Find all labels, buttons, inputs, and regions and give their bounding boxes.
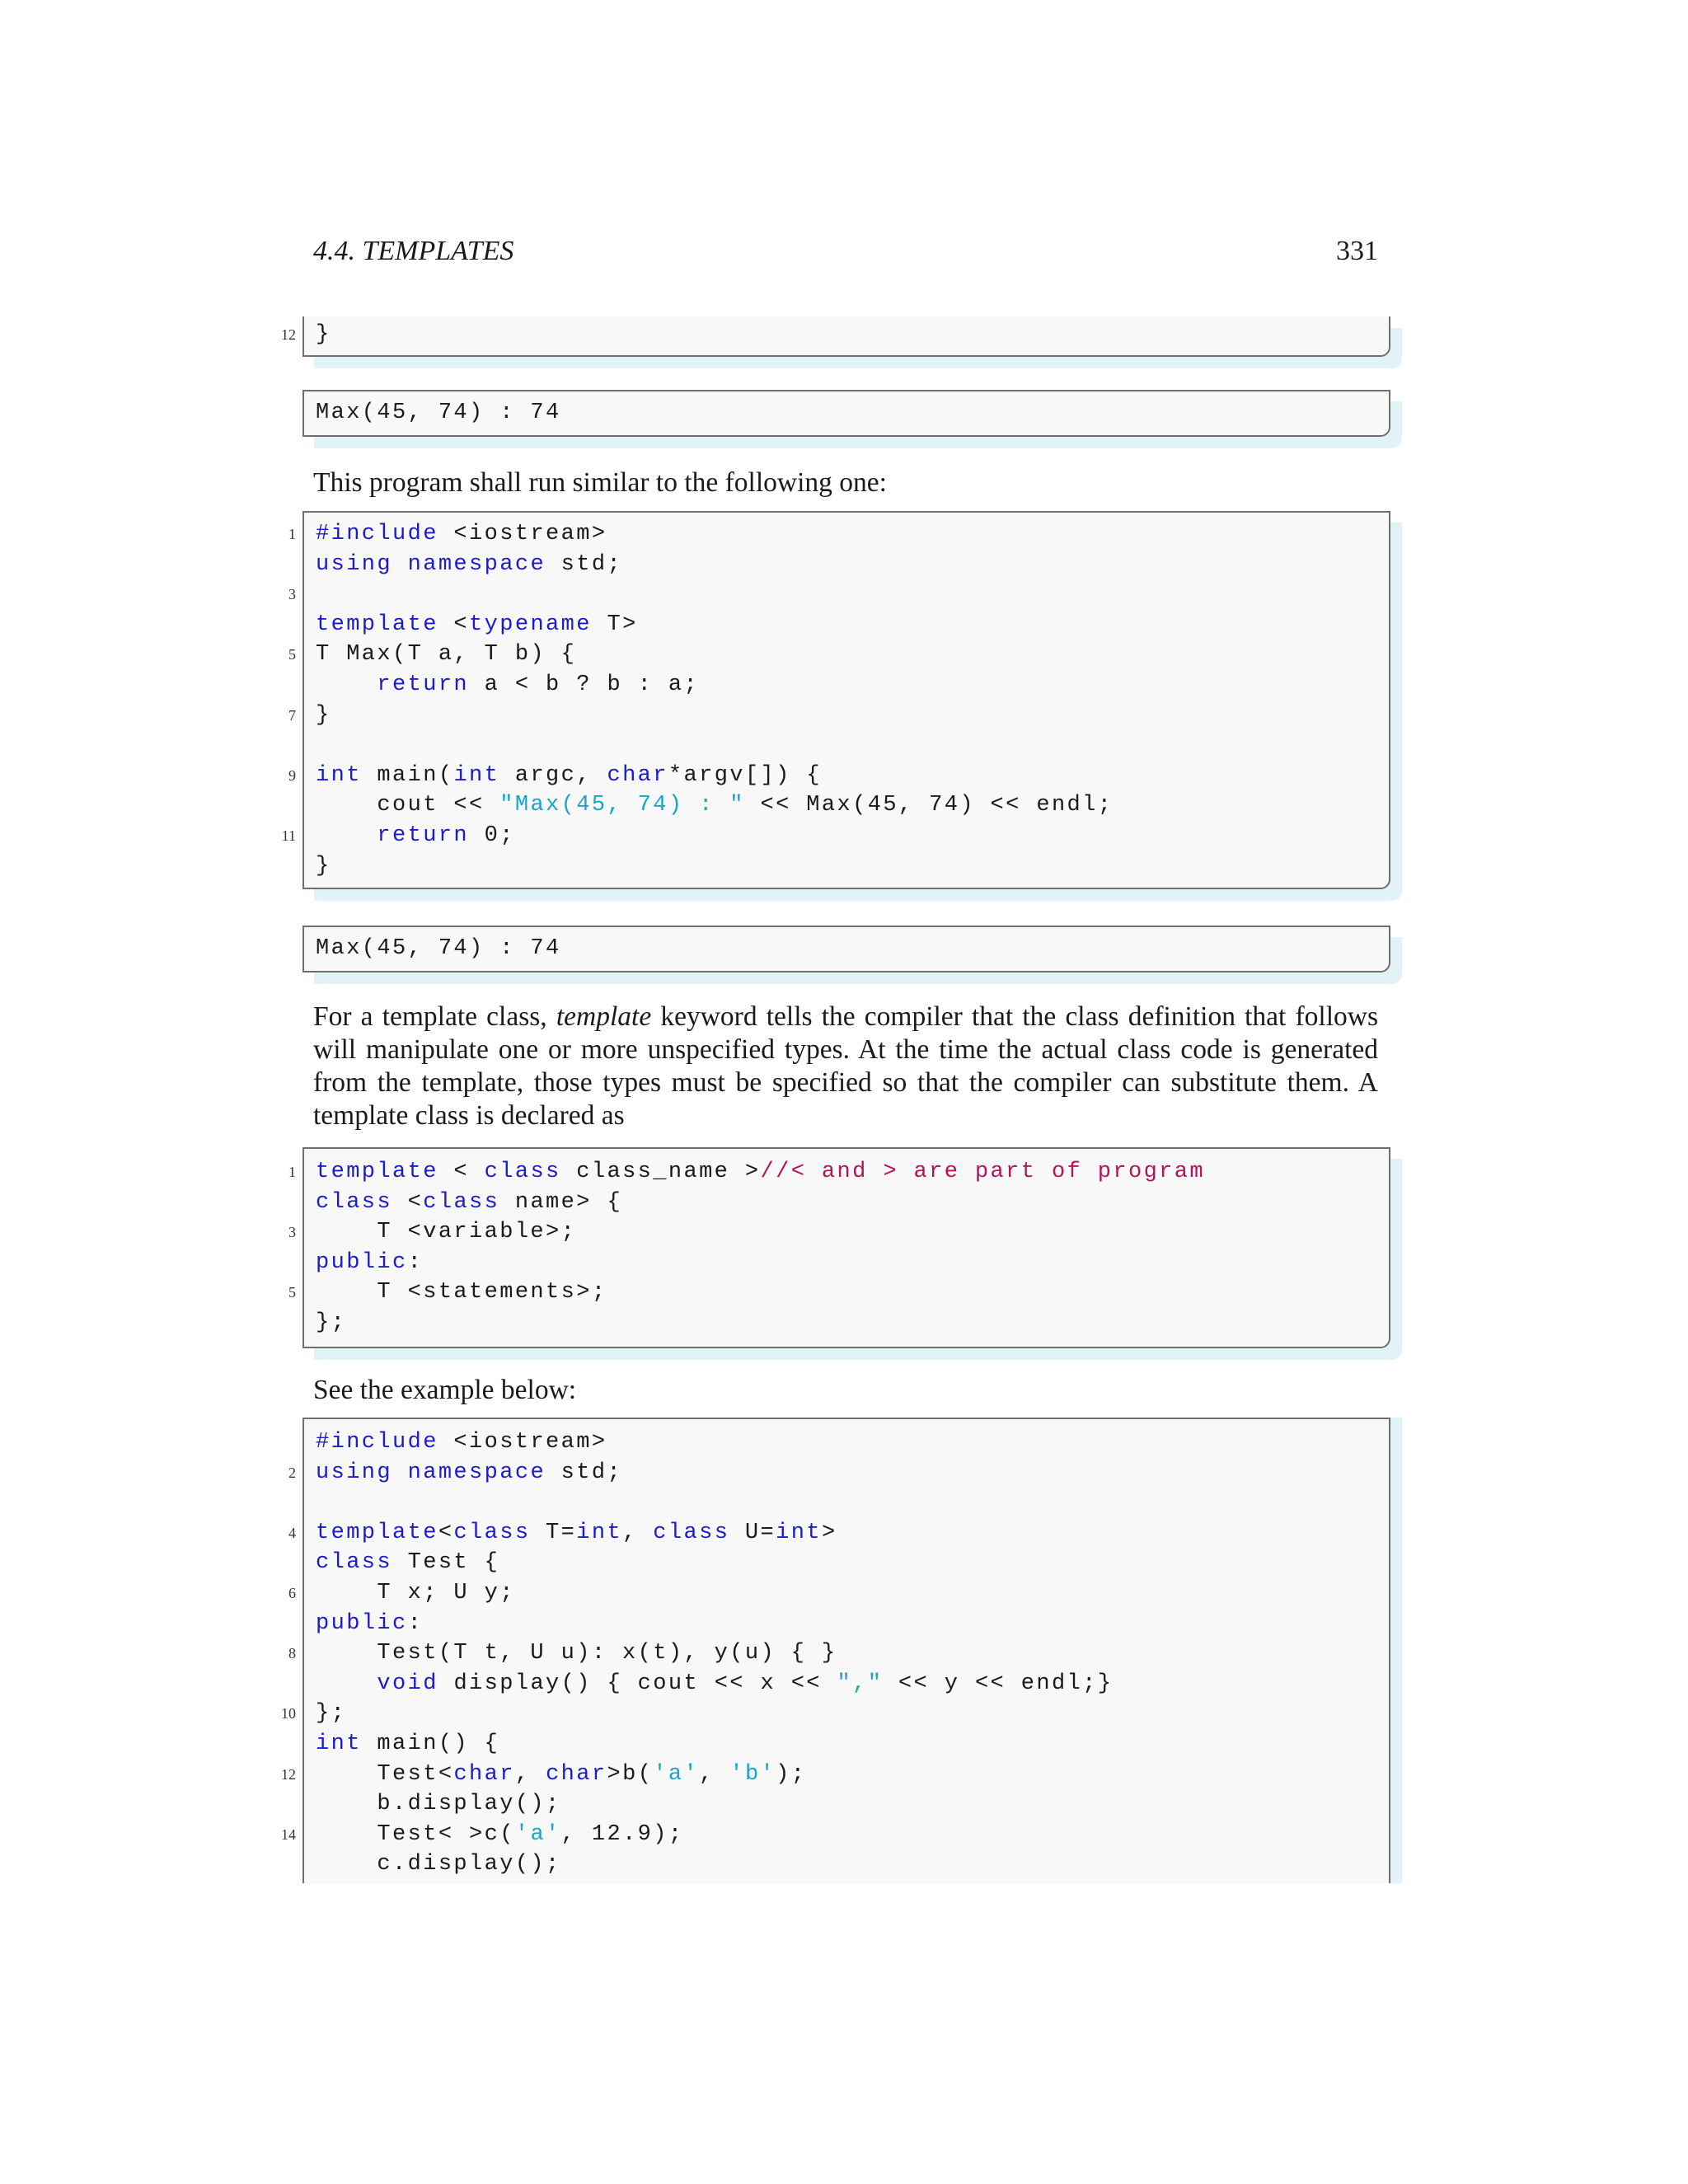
code-line bbox=[304, 790, 1389, 821]
code-text: Test< bbox=[316, 1761, 454, 1787]
code-line bbox=[281, 320, 1389, 350]
code-text: : bbox=[407, 1249, 424, 1275]
line-number: 10 bbox=[281, 1705, 296, 1722]
code-line bbox=[288, 701, 1389, 731]
code-listing-test-class bbox=[281, 1418, 1390, 1883]
code-text: Max(45, 74) : 74 bbox=[316, 936, 561, 961]
code-text: Test { bbox=[392, 1550, 500, 1576]
code-line bbox=[304, 398, 1389, 429]
line-number: 5 bbox=[288, 1284, 296, 1301]
code-line bbox=[288, 1217, 1389, 1248]
line-number: 3 bbox=[288, 586, 296, 603]
code-keyword: namespace bbox=[407, 551, 546, 577]
code-line bbox=[304, 1729, 1389, 1760]
code-text: < bbox=[392, 1189, 424, 1215]
code-string: 'a' bbox=[514, 1821, 561, 1847]
code-line bbox=[304, 1188, 1389, 1218]
paragraph-template-class bbox=[313, 1001, 1378, 1132]
running-head bbox=[313, 236, 1378, 272]
code-text: Test(T t, U u): x(t), y(u) { } bbox=[316, 1641, 837, 1666]
code-keyword: template bbox=[316, 612, 438, 637]
code-listing-max bbox=[281, 511, 1390, 889]
code-line bbox=[281, 1699, 1389, 1729]
code-text: U= bbox=[729, 1520, 776, 1545]
line-number: 6 bbox=[288, 1584, 296, 1601]
code-text: , 12.9); bbox=[560, 1821, 684, 1847]
code-line bbox=[304, 1669, 1389, 1699]
code-text: std; bbox=[546, 1460, 623, 1485]
code-text: main( bbox=[361, 762, 454, 788]
code-text: b.display(); bbox=[316, 1792, 561, 1817]
code-line bbox=[304, 1248, 1389, 1278]
code-keyword: char bbox=[546, 1761, 607, 1787]
code-keyword: template bbox=[316, 1520, 438, 1545]
code-listing-tail bbox=[281, 316, 1390, 357]
code-line bbox=[304, 730, 1389, 761]
code-box bbox=[281, 316, 1390, 357]
code-text: cout << bbox=[316, 793, 500, 818]
code-text bbox=[316, 1671, 377, 1696]
code-keyword: int bbox=[316, 1731, 362, 1756]
code-text: 0; bbox=[469, 823, 515, 848]
code-text: std; bbox=[546, 551, 623, 577]
code-string: "," bbox=[837, 1671, 884, 1696]
code-keyword: using bbox=[316, 1460, 393, 1485]
code-keyword: namespace bbox=[407, 1460, 546, 1485]
code-text bbox=[392, 552, 408, 577]
code-text: : bbox=[407, 1610, 424, 1636]
code-text: argc, bbox=[499, 762, 607, 788]
code-text: display() { cout << x << bbox=[438, 1671, 837, 1696]
code-line bbox=[304, 1849, 1389, 1880]
output-box-1 bbox=[302, 390, 1390, 437]
code-text: c.display(); bbox=[316, 1852, 561, 1877]
paragraph-see-example: See the example below: bbox=[313, 1375, 577, 1405]
code-line bbox=[288, 579, 1389, 610]
code-line bbox=[288, 1518, 1389, 1549]
code-text: } bbox=[316, 702, 331, 728]
code-keyword: class bbox=[423, 1189, 500, 1215]
line-number: 4 bbox=[288, 1524, 296, 1541]
code-keyword: class bbox=[653, 1520, 730, 1545]
code-text: T <variable>; bbox=[316, 1220, 577, 1245]
code-keyword: int bbox=[776, 1520, 822, 1545]
line-number: 11 bbox=[281, 827, 296, 844]
code-line bbox=[304, 1789, 1389, 1820]
code-text: >b( bbox=[607, 1761, 654, 1787]
code-text: , bbox=[514, 1761, 546, 1787]
code-text: , bbox=[622, 1520, 654, 1545]
code-text: <iostream> bbox=[438, 1430, 607, 1455]
code-keyword: public bbox=[316, 1610, 408, 1636]
code-text: < bbox=[438, 1160, 485, 1184]
output-box-2 bbox=[302, 926, 1390, 972]
para-text-after: keyword tells the compiler that the class definition that follows will manipulate one or more unspecified types. At the time the actual class code is generated from the template, those types must be specified so that the compiler can substitute them. A template class is declared as bbox=[313, 1001, 1378, 1131]
code-text: a < b ? b : a; bbox=[469, 672, 700, 697]
code-line bbox=[288, 519, 1389, 550]
code-text: T <statements>; bbox=[316, 1280, 607, 1305]
code-text: <iostream> bbox=[438, 522, 607, 546]
code-line bbox=[288, 1157, 1389, 1188]
code-line bbox=[281, 1760, 1389, 1790]
code-text: > bbox=[821, 1520, 837, 1545]
output-box bbox=[302, 390, 1390, 437]
code-text: T= bbox=[530, 1520, 577, 1545]
code-line bbox=[281, 1820, 1389, 1850]
code-text: T x; U y; bbox=[316, 1580, 515, 1605]
code-text bbox=[316, 673, 377, 697]
code-text: < bbox=[438, 1520, 454, 1545]
code-keyword: void bbox=[377, 1671, 438, 1696]
code-keyword: #include bbox=[316, 522, 438, 546]
code-text: T> bbox=[591, 612, 638, 637]
code-keyword: int bbox=[316, 762, 362, 788]
code-text: << y << endl;} bbox=[883, 1671, 1114, 1696]
code-text bbox=[316, 823, 377, 848]
code-line bbox=[304, 550, 1389, 580]
code-line bbox=[288, 640, 1389, 670]
line-number: 1 bbox=[288, 526, 296, 542]
code-line bbox=[288, 1458, 1389, 1488]
code-text bbox=[392, 1460, 408, 1485]
code-text: Test< >c( bbox=[316, 1821, 515, 1847]
code-text: name> { bbox=[499, 1189, 623, 1215]
code-line bbox=[288, 1638, 1389, 1669]
code-line bbox=[304, 1427, 1389, 1458]
code-text: } bbox=[316, 322, 331, 347]
code-keyword: int bbox=[576, 1520, 623, 1545]
code-box bbox=[288, 1147, 1390, 1348]
code-text: < bbox=[438, 612, 470, 637]
paragraph-intro-program: This program shall run similar to the following one: bbox=[313, 467, 887, 498]
code-text: } bbox=[316, 853, 331, 879]
section-title: 4.4. TEMPLATES bbox=[313, 236, 514, 266]
line-number: 3 bbox=[288, 1224, 296, 1241]
code-keyword: class bbox=[484, 1160, 561, 1184]
code-line bbox=[304, 610, 1389, 640]
code-keyword: typename bbox=[469, 612, 592, 637]
code-line bbox=[288, 1578, 1389, 1609]
code-line bbox=[304, 851, 1389, 882]
line-number: 2 bbox=[288, 1464, 296, 1481]
code-keyword: template bbox=[316, 1160, 438, 1184]
code-keyword: return bbox=[377, 823, 470, 848]
code-line bbox=[304, 1609, 1389, 1639]
code-keyword: char bbox=[453, 1761, 515, 1787]
code-text: class_name > bbox=[560, 1160, 761, 1184]
code-text: Max(45, 74) : 74 bbox=[316, 401, 561, 425]
code-text: }; bbox=[316, 1310, 347, 1335]
line-number: 12 bbox=[281, 326, 296, 343]
code-keyword: using bbox=[316, 551, 393, 577]
line-number: 12 bbox=[281, 1765, 296, 1783]
code-string: 'a' bbox=[653, 1761, 700, 1787]
code-keyword: class bbox=[453, 1520, 531, 1545]
code-text: T Max(T a, T b) { bbox=[316, 642, 577, 668]
code-line bbox=[304, 1488, 1389, 1518]
code-keyword: char bbox=[607, 762, 668, 788]
code-line bbox=[304, 1548, 1389, 1578]
code-line bbox=[281, 821, 1389, 851]
para-text-before: For a template class, bbox=[313, 1001, 556, 1032]
line-number: 8 bbox=[288, 1645, 296, 1662]
code-line bbox=[288, 761, 1389, 791]
code-keyword: int bbox=[453, 762, 500, 788]
line-number: 7 bbox=[288, 706, 296, 724]
code-keyword: class bbox=[316, 1550, 393, 1576]
code-line bbox=[304, 1308, 1389, 1338]
code-text: main() { bbox=[361, 1731, 500, 1756]
code-line bbox=[304, 934, 1389, 964]
code-keyword: public bbox=[316, 1249, 408, 1275]
code-line bbox=[304, 670, 1389, 701]
code-keyword: class bbox=[316, 1189, 393, 1215]
code-box bbox=[281, 511, 1390, 889]
code-text: << Max(45, 74) << endl; bbox=[744, 793, 1114, 818]
para-emphasis: template bbox=[556, 1001, 652, 1032]
code-line bbox=[288, 1277, 1389, 1308]
line-number: 5 bbox=[288, 646, 296, 663]
code-string: "Max(45, 74) : " bbox=[499, 793, 745, 818]
code-keyword: return bbox=[377, 672, 470, 697]
code-comment: //< and > are part of program bbox=[760, 1160, 1205, 1184]
code-text: ); bbox=[776, 1761, 807, 1787]
line-number: 9 bbox=[288, 766, 296, 784]
code-text: }; bbox=[316, 1701, 347, 1727]
code-listing-template-decl bbox=[288, 1147, 1390, 1348]
output-box bbox=[302, 926, 1390, 972]
code-box bbox=[281, 1418, 1390, 1883]
code-text: , bbox=[699, 1761, 730, 1787]
page-number: 331 bbox=[1336, 236, 1378, 266]
code-string: 'b' bbox=[729, 1761, 776, 1787]
line-number: 1 bbox=[288, 1164, 296, 1180]
code-text: *argv[]) { bbox=[668, 762, 822, 788]
line-number: 14 bbox=[281, 1825, 296, 1843]
code-keyword: #include bbox=[316, 1430, 438, 1455]
